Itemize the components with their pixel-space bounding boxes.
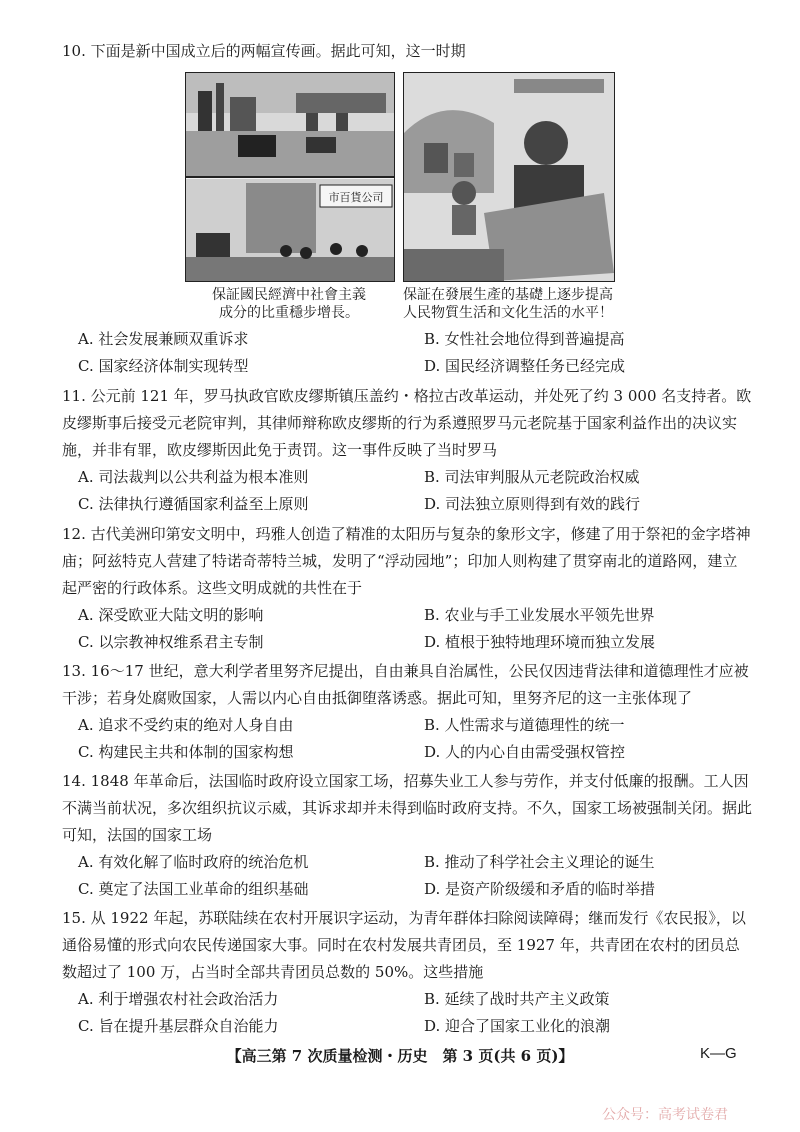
q14-option-a[interactable]: A. 有效化解了临时政府的统治危机: [78, 853, 309, 871]
q11-option-a[interactable]: A. 司法裁判以公共利益为根本准则: [78, 468, 309, 486]
q12-option-c[interactable]: C. 以宗教神权维系君主专制: [78, 633, 264, 651]
poster-right-illustration: [404, 73, 614, 281]
q13-option-a[interactable]: A. 追求不受约束的绝对人身自由: [78, 716, 294, 734]
q12-option-d[interactable]: D. 植根于独特地理环境而独立发展: [424, 633, 656, 651]
question-12-stem: 12. 古代美洲印第安文明中，玛雅人创造了精准的太阳历与复杂的象形文字，修建了用于祭祀的金字塔神庙；阿兹特克人营建了特诺奇蒂特兰城，发明了“浮动园地”；印加人则构建了贯穿南北的道路网，建立起严密的行政体系。这些文明成就的共性在于: [62, 525, 751, 597]
q14-option-d[interactable]: D. 是资产阶级缓和矛盾的临时举措: [424, 880, 656, 898]
question-15: [62, 905, 752, 1040]
poster-right-caption-line1: 保証在發展生產的基礎上逐步提高: [403, 287, 613, 303]
watermark: 公众号：高考试卷君: [602, 1107, 728, 1123]
poster-left-illustration: [186, 73, 394, 281]
question-10-stem: 10. 下面是新中国成立后的两幅宣传画。据此可知，这一时期: [62, 42, 466, 60]
q10-option-c[interactable]: C. 国家经济体制实现转型: [78, 357, 249, 375]
question-13-stem: 13. 16～17 世纪，意大利学者里努齐尼提出，自由兼具自治属性，公民仅因违背法律和道德理性才应被干涉；若身处腐败国家，人需以内心自由抵御堕落诱惑。据此可知，里努齐尼的这一主张体现了: [62, 662, 749, 707]
q13-option-c[interactable]: C. 构建民主共和体制的国家构想: [78, 743, 294, 761]
q10-option-b[interactable]: B. 女性社会地位得到普遍提高: [424, 330, 625, 348]
poster-right-caption-line2: 人民物質生活和文化生活的水平！: [403, 305, 613, 321]
q15-option-c[interactable]: C. 旨在提升基层群众自治能力: [78, 1017, 279, 1035]
poster-left: [185, 72, 395, 282]
question-10-options: [62, 326, 752, 380]
question-14-stem: 14. 1848 年革命后，法国临时政府设立国家工场，招募失业工人参与劳作，并支付低廉的报酬。工人因不满当前状况，多次组织抗议示威，其诉求却并未得到临时政府支持。不久，国家工场被强制关闭。据此可知，法国的国家工场: [62, 772, 753, 844]
q15-option-b[interactable]: B. 延续了战时共产主义政策: [424, 990, 610, 1008]
question-15-stem: 15. 从 1922 年起，苏联陆续在农村开展识字运动，为青年群体扫除阅读障碍；继而发行《农民报》，以通俗易懂的形式向农民传递国家大事。同时在农村发展共青团员，至 1927 年，共青团在农村的团员总数超过了 100 万，占当时全部共青团员总数的 50%。这些措施: [62, 909, 746, 981]
q15-option-a[interactable]: A. 利于增强农村社会政治活力: [78, 990, 279, 1008]
q13-option-d[interactable]: D. 人的内心自由需受强权管控: [424, 743, 626, 761]
question-11: [62, 383, 752, 518]
q14-option-c[interactable]: C. 奠定了法国工业革命的组织基础: [78, 880, 309, 898]
q11-option-c[interactable]: C. 法律执行遵循国家利益至上原则: [78, 495, 309, 513]
footer-page-info: 【高三第 7 次质量检测・历史 第 3 页(共 6 页)】: [226, 1047, 574, 1065]
q15-option-d[interactable]: D. 迎合了国家工业化的浪潮: [424, 1017, 611, 1035]
q13-option-b[interactable]: B. 人性需求与道德理性的统一: [424, 716, 625, 734]
question-12: [62, 521, 752, 656]
question-11-stem: 11. 公元前 121 年，罗马执政官欧皮缪斯镇压盖约・格拉古改革运动，并处死了约 3 000 名支持者。欧皮缪斯事后接受元老院审判，其律师辩称欧皮缪斯的行为系遵照罗马元老院基于国家利益作出的决议实施，并非有罪，欧皮缪斯因此免于责罚。这一事件反映了当时罗马: [62, 387, 752, 459]
question-10: [62, 38, 752, 65]
poster-left-caption-line2: 成分的比重穩步增長。: [219, 305, 359, 321]
q12-option-a[interactable]: A. 深受欧亚大陆文明的影响: [78, 606, 264, 624]
q10-option-d[interactable]: D. 国民经济调整任务已经完成: [424, 357, 626, 375]
q10-option-a[interactable]: A. 社会发展兼顾双重诉求: [78, 330, 249, 348]
poster-left-caption-line1: 保証國民經濟中社會主義: [212, 287, 366, 303]
footer-paper-code: K—G: [700, 1045, 737, 1062]
poster-left-caption: [185, 286, 393, 322]
q12-option-b[interactable]: B. 农业与手工业发展水平领先世界: [424, 606, 655, 624]
question-14: [62, 768, 752, 903]
question-13: [62, 658, 752, 766]
q14-option-b[interactable]: B. 推动了科学社会主义理论的诞生: [424, 853, 655, 871]
poster-right: [403, 72, 615, 282]
q11-option-b[interactable]: B. 司法审判服从元老院政治权威: [424, 468, 640, 486]
poster-left-sign: 市百貨公司: [328, 191, 384, 204]
q11-option-d[interactable]: D. 司法独立原则得到有效的践行: [424, 495, 641, 513]
poster-right-caption: [403, 286, 613, 322]
